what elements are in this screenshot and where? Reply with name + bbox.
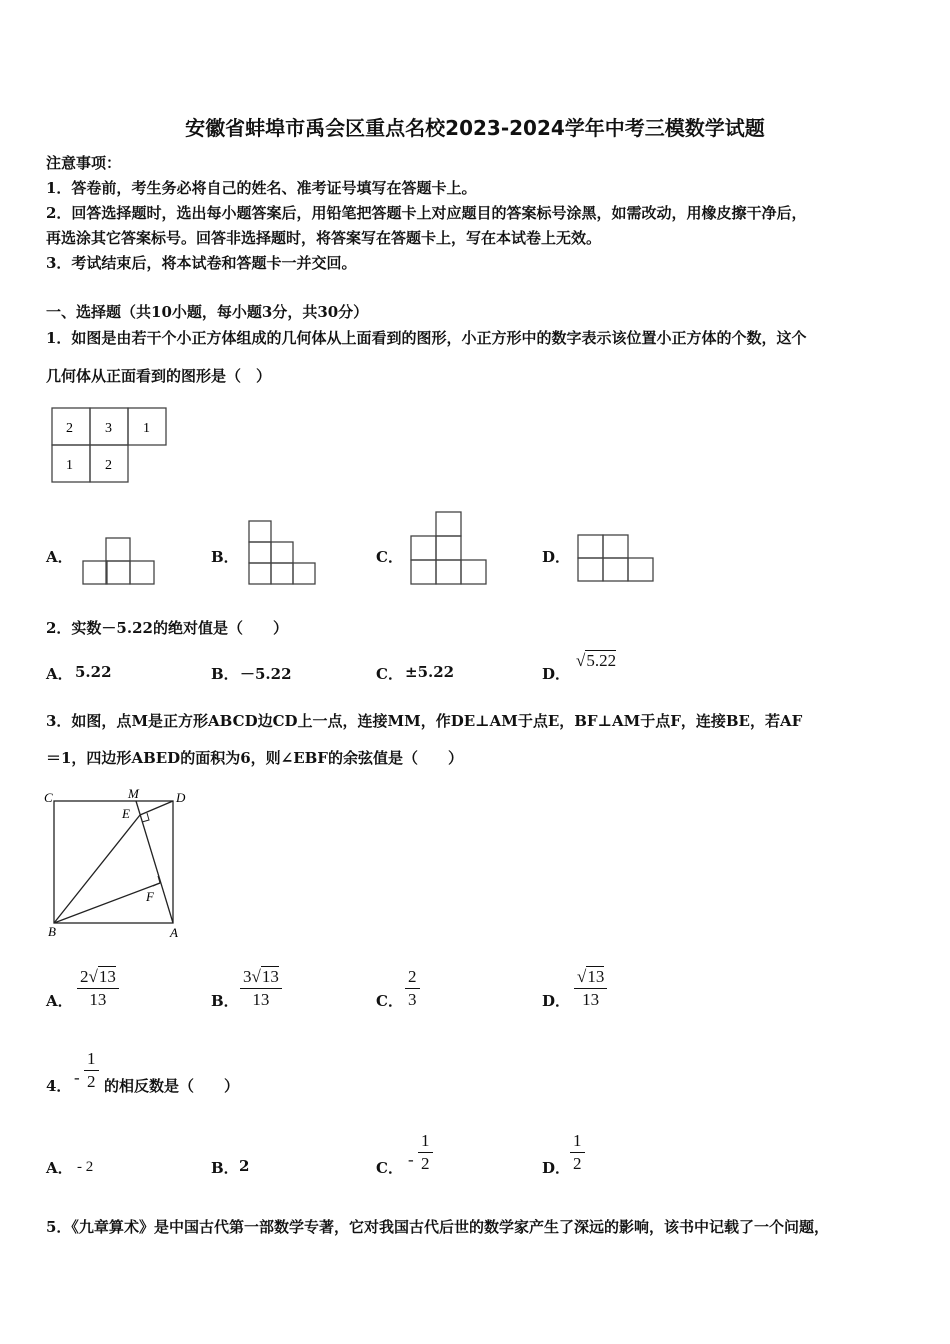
notice-item: 3．考试结束后，将本试卷和答题卡一并交回。 bbox=[46, 254, 357, 272]
option-d-label[interactable]: D． bbox=[542, 548, 571, 566]
option-d-label[interactable]: D． bbox=[542, 992, 571, 1010]
option-d-value: √5.22 bbox=[576, 651, 617, 670]
option-b-label[interactable]: B． bbox=[211, 548, 239, 566]
question-4-number: 4． bbox=[46, 1077, 72, 1095]
option-c-figure bbox=[410, 511, 490, 587]
option-b-figure bbox=[248, 520, 318, 586]
square-figure bbox=[40, 784, 200, 944]
point-label-f: F bbox=[146, 889, 154, 904]
question-3-text: 3．如图，点M是正方形ABCD边CD上一点，连接MM，作DE⊥AM于点E，BF⊥AM于点F，连接BE，若AF bbox=[46, 712, 803, 730]
option-d-label[interactable]: D． bbox=[542, 665, 571, 683]
notice-heading: 注意事项： bbox=[46, 154, 122, 172]
option-c-label[interactable]: C． bbox=[376, 665, 403, 683]
notice-item: 2．回答选择题时，选出每小题答案后，用铅笔把答题卡上对应题目的答案标号涂黑，如需改动，用橡皮擦干净后， bbox=[46, 204, 807, 222]
option-b-label[interactable]: B． bbox=[211, 992, 239, 1010]
option-a-value: 5.22 bbox=[75, 663, 112, 681]
option-b-label[interactable]: B． bbox=[211, 1159, 239, 1177]
option-c-sign: - bbox=[408, 1150, 414, 1169]
option-a-fraction: $\frac{2√13}{13}$ bbox=[77, 966, 119, 1011]
question-4-fraction: $\frac{1}{2}$ bbox=[84, 1048, 99, 1093]
option-a-label[interactable]: A． bbox=[46, 665, 73, 683]
question-4-sign: - bbox=[74, 1068, 80, 1087]
question-2-text: 2．实数－5.22的绝对值是（ ） bbox=[46, 619, 288, 637]
option-a-value: - 2 bbox=[77, 1159, 94, 1175]
option-b-fraction: $\frac{3√13}{13}$ bbox=[240, 966, 282, 1011]
point-label-e: E bbox=[122, 806, 130, 821]
question-1-text: 几何体从正面看到的图形是（ ） bbox=[46, 367, 272, 385]
point-label-m: M bbox=[128, 786, 139, 801]
page-title: 安徽省蚌埠市禹会区重点名校2023-2024学年中考三模数学试题 bbox=[185, 116, 765, 140]
option-c-fraction: $\frac{1}{2}$ bbox=[418, 1130, 433, 1175]
question-1-text: 1．如图是由若干个小正方体组成的几何体从上面看到的图形，小正方形中的数字表示该位置小正方体的个数，这个 bbox=[46, 329, 807, 347]
question-3-text: ＝1，四边形ABED的面积为6，则∠EBF的余弦值是（ ） bbox=[46, 749, 463, 767]
point-label-b: B bbox=[48, 924, 56, 939]
option-c-label[interactable]: C． bbox=[376, 1159, 403, 1177]
question-5-text: 5．《九章算术》是中国古代第一部数学专著，它对我国古代后世的数学家产生了深远的影响，该书中记载了一个问题， bbox=[46, 1218, 829, 1236]
option-b-label[interactable]: B． bbox=[211, 665, 239, 683]
option-b-value: －5.22 bbox=[240, 665, 292, 683]
point-label-c: C bbox=[44, 790, 53, 805]
option-c-label[interactable]: C． bbox=[376, 992, 403, 1010]
option-b-value: 2 bbox=[239, 1157, 250, 1175]
option-d-fraction: $\frac{√13}{13}$ bbox=[574, 966, 607, 1011]
top-view-grid bbox=[48, 405, 168, 485]
section-heading: 一、选择题（共10小题，每小题3分，共30分） bbox=[46, 303, 369, 321]
grid-cell-number: 1 bbox=[66, 458, 73, 473]
option-d-label[interactable]: D． bbox=[542, 1159, 571, 1177]
option-c-label[interactable]: C． bbox=[376, 548, 403, 566]
point-label-a: A bbox=[170, 925, 178, 940]
grid-cell-number: 2 bbox=[66, 421, 73, 436]
option-d-figure bbox=[577, 534, 655, 584]
option-a-label[interactable]: A． bbox=[46, 548, 73, 566]
option-c-fraction: $\frac{2}{3}$ bbox=[405, 966, 420, 1011]
grid-cell-number: 1 bbox=[143, 421, 150, 436]
option-a-label[interactable]: A． bbox=[46, 1159, 73, 1177]
option-d-fraction: $\frac{1}{2}$ bbox=[570, 1130, 585, 1175]
option-a-label[interactable]: A． bbox=[46, 992, 73, 1010]
option-c-value: ±5.22 bbox=[405, 663, 455, 681]
grid-cell-number: 3 bbox=[105, 421, 112, 436]
point-label-d: D bbox=[176, 790, 186, 805]
grid-cell-number: 2 bbox=[105, 458, 112, 473]
question-4-text: 的相反数是（ ） bbox=[104, 1077, 240, 1095]
notice-item: 再选涂其它答案标号。回答非选择题时，将答案写在答题卡上，写在本试卷上无效。 bbox=[46, 229, 602, 247]
notice-item: 1．答卷前，考生务必将自己的姓名、准考证号填写在答题卡上。 bbox=[46, 179, 477, 197]
option-a-figure bbox=[82, 537, 156, 585]
